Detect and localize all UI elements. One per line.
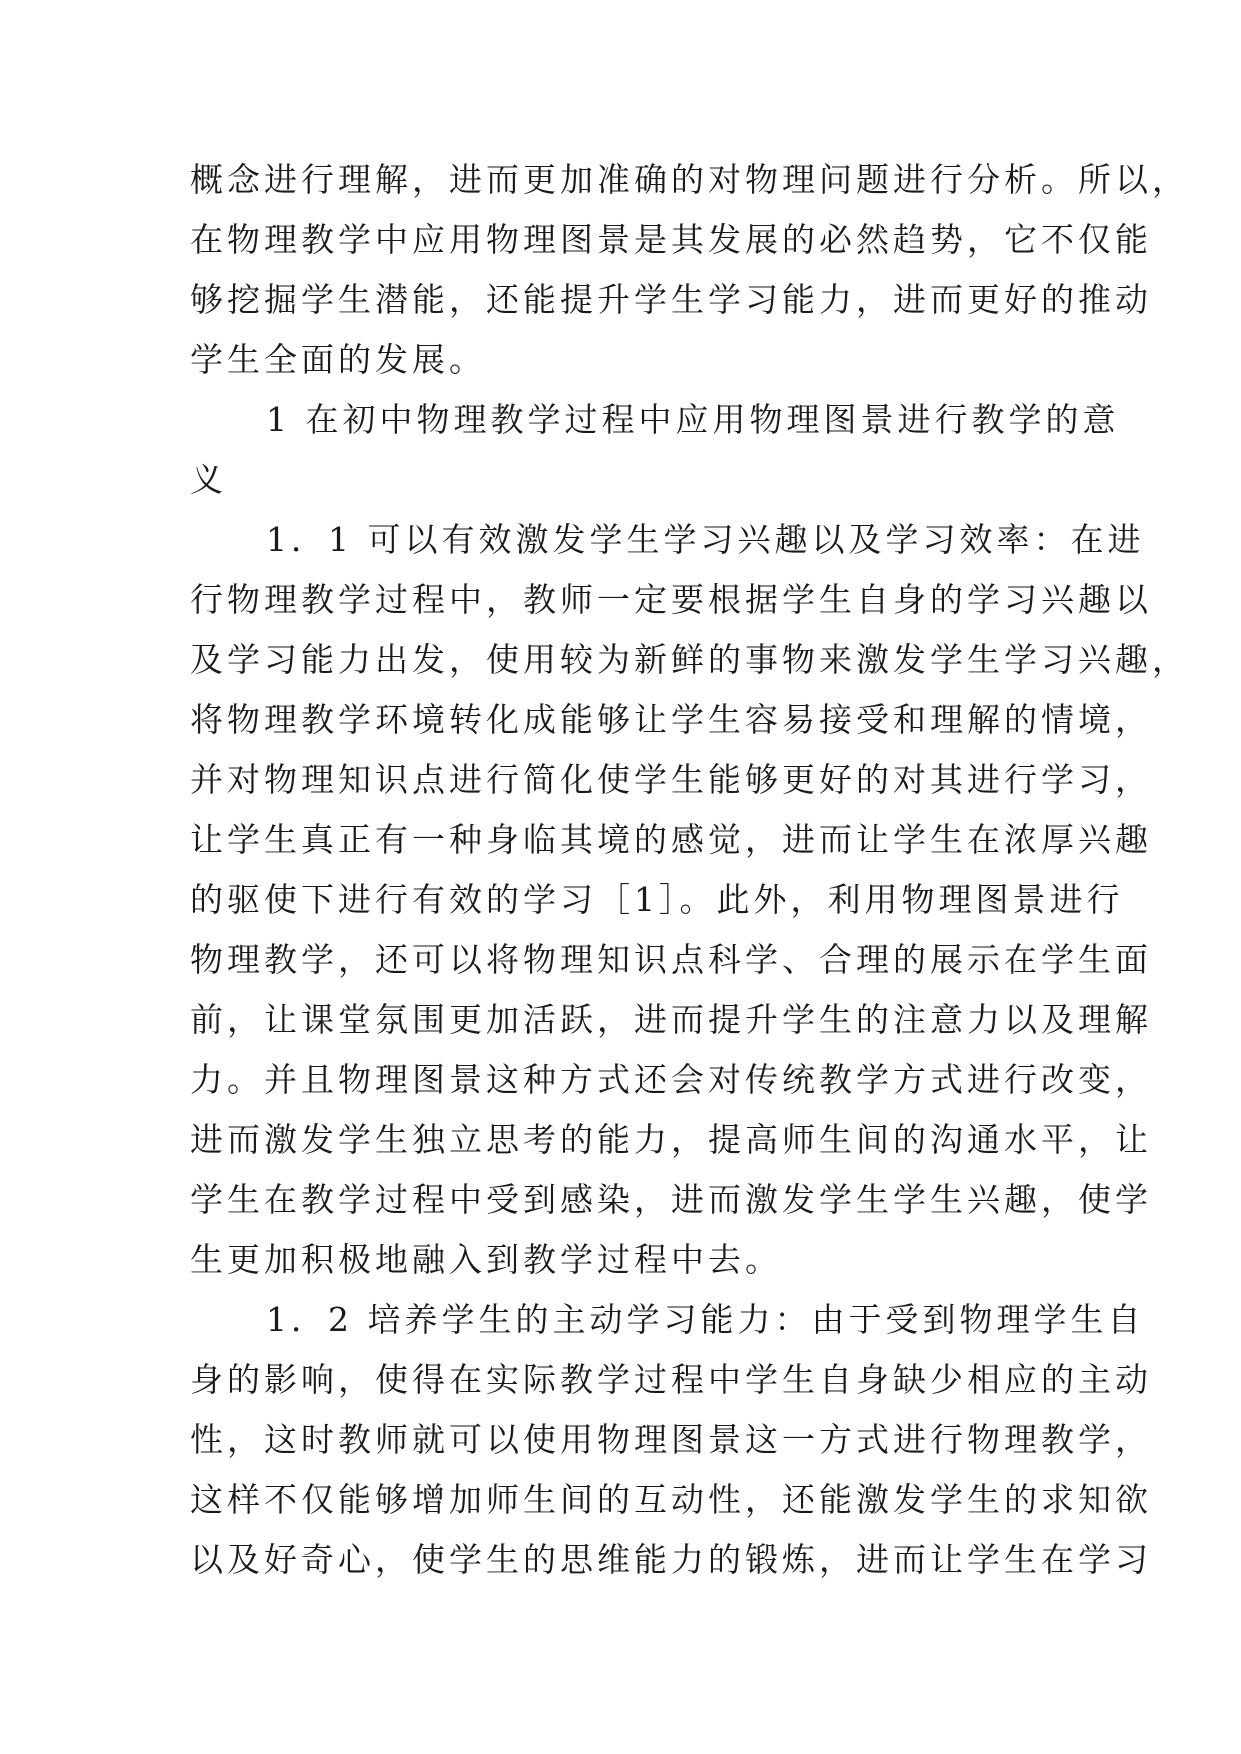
- section-heading-1: [190, 390, 1120, 510]
- paragraph-intro: [190, 150, 1189, 390]
- text-line: 并对物理知识点进行简化使学生能够更好的对其进行学习，: [190, 760, 1152, 799]
- paragraph-section-1-1: [190, 510, 1189, 1290]
- paragraph-section-1-2: [190, 1290, 1152, 1590]
- text-line: 生更加积极地融入到教学过程中去。: [190, 1240, 782, 1279]
- text-line: 1．1 可以有效激发学生学习兴趣以及学习效率：在进: [266, 520, 1145, 559]
- text-line: 够挖掘学生潜能，还能提升学生学习能力，进而更好的推动: [190, 280, 1152, 319]
- text-line: 以及好奇心，使学生的思维能力的锻炼，进而让学生在学习: [190, 1540, 1152, 1579]
- text-line: 力。并且物理图景这种方式还会对传统教学方式进行改变，: [190, 1060, 1152, 1099]
- text-line: 进而激发学生独立思考的能力，提高师生间的沟通水平，让: [190, 1120, 1152, 1159]
- text-line: 及学习能力出发，使用较为新鲜的事物来激发学生学习兴趣，: [190, 640, 1189, 679]
- text-line: 性，这时教师就可以使用物理图景这一方式进行物理教学，: [190, 1420, 1152, 1459]
- text-line: 义: [190, 460, 227, 499]
- text-line: 前，让课堂氛围更加活跃，进而提升学生的注意力以及理解: [190, 1000, 1152, 1039]
- text-line: 行物理教学过程中，教师一定要根据学生自身的学习兴趣以: [190, 580, 1152, 619]
- text-line: 这样不仅能够增加师生间的互动性，还能激发学生的求知欲: [190, 1480, 1152, 1519]
- text-line: 让学生真正有一种身临其境的感觉，进而让学生在浓厚兴趣: [190, 820, 1152, 859]
- text-line: 将物理教学环境转化成能够让学生容易接受和理解的情境，: [190, 700, 1152, 739]
- text-line: 概念进行理解，进而更加准确的对物理问题进行分析。所以，: [190, 160, 1189, 199]
- text-line: 物理教学，还可以将物理知识点科学、合理的展示在学生面: [190, 940, 1152, 979]
- text-line: 1．2 培养学生的主动学习能力：由于受到物理学生自: [266, 1300, 1145, 1339]
- body-text: [190, 150, 1189, 1590]
- text-line: 在物理教学中应用物理图景是其发展的必然趋势，它不仅能: [190, 220, 1152, 259]
- text-line: 身的影响，使得在实际教学过程中学生自身缺少相应的主动: [190, 1360, 1152, 1399]
- text-line: 的驱使下进行有效的学习［1］。此外，利用物理图景进行: [190, 880, 1124, 919]
- text-line: 学生全面的发展。: [190, 340, 486, 379]
- text-line: 学生在教学过程中受到感染，进而激发学生学生兴趣，使学: [190, 1180, 1152, 1219]
- text-line: 1 在初中物理教学过程中应用物理图景进行教学的意: [266, 400, 1120, 439]
